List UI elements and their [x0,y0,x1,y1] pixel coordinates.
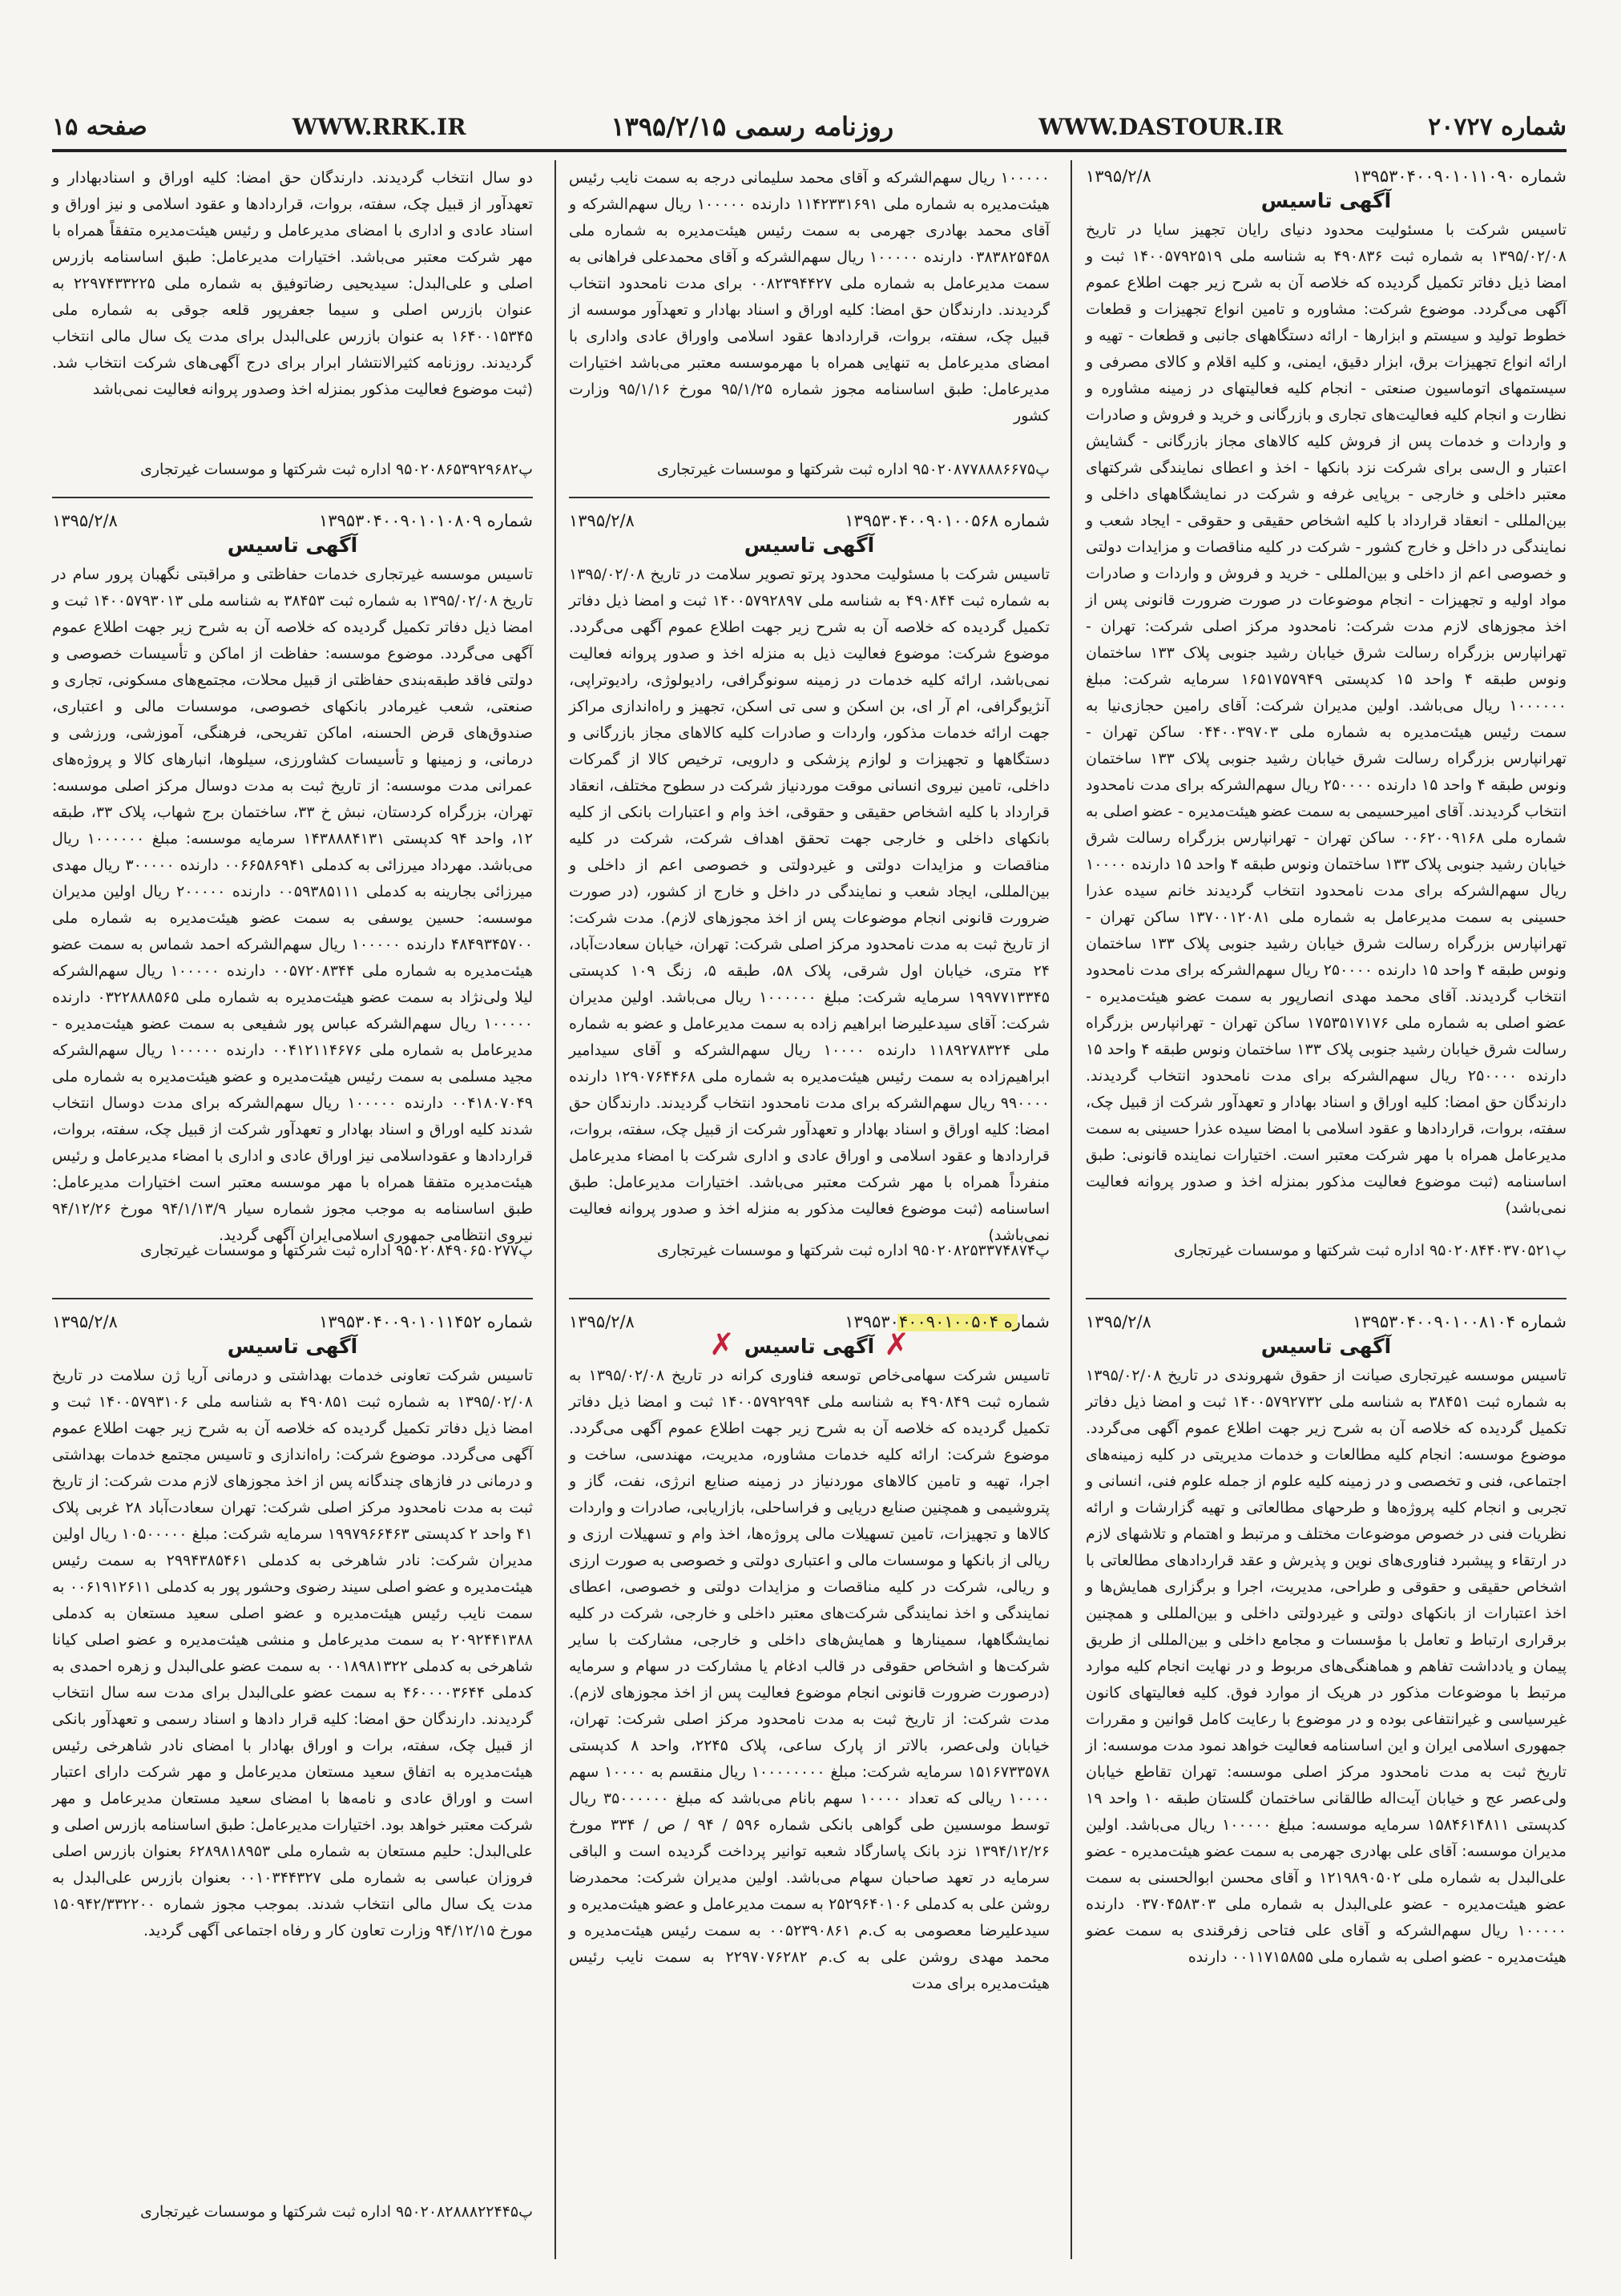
column-middle [569,160,1050,2267]
ad-number: شماره ۱۳۹۵۳۰۴۰۰۹۰۱۰۰۵۶۸ [845,511,1050,530]
ad-negahban [52,505,533,1299]
ad-date: ۱۳۹۵/۲/۸ [569,1312,635,1331]
ad-body: تاسیس شرکت با مسئولیت محدود دنیای رایان تجهیز سایا در تاریخ ۱۳۹۵/۰۲/۰۸ به شماره ثبت ۴۹۰۸۳۶ به شناسه ملی ۱۴۰۰۵۷۹۲۵۱۹ ثبت و امضا ذیل دفاتر تکمیل گردیده که خلاصه آن به شرح زیر جهت اطلاع عموم آگهی می‌گردد. موضوع شرکت: مشاوره و تامین انواع تجهیزات و قطعات خطوط تولید و سیستم و ابزارها - ارائه دستگاههای جانبی و قطعات - تهیه و ارائه انواع تجهیزات برق، ابزار دقیق، ایمنی، و کلیه اقلام و کالای مصرفی و سیستمهای اتوماسیون صنعتی - انجام کلیه فعالیتهای در زمینه مشاوره و نظارت و انجام کلیه فعالیت‌های تجاری و بازرگانی و خرید و فروش و صادرات و واردات و خدمات پس از فروش کلیه کالاهای مجاز بازرگانی - گشایش اعتبار و ال‌سی برای شرکت نزد بانکها - اخذ و اعطای نمایندگی شرکتهای معتبر داخلی و خارجی - برپایی غرفه و شرکت در نمایشگاههای داخلی و بین‌المللی - انعقاد قرارداد با کلیه اشخاص حقیقی و حقوقی - ایجاد شعب و نمایندگی در داخل و خارج کشور - شرکت در کلیه مناقصات و مزایدات دولتی و خصوصی اعم از داخلی و بین‌المللی - خرید و فروش و واردات و صادرات مواد اولیه و تجهیزات - انجام موضوعات در صورت ضرورت قانونی پس از اخذ مجوزهای لازم مدت شرکت: نامحدود مرکز اصلی شرکت: تهران - تهرانپارس بزرگراه رسالت شرق خیابان رشید جنوبی پلاک ۱۳۳ ساختمان ونوس طبقه ۴ واحد ۱۵ کدپستی ۱۶۵۱۷۵۷۹۴۹ سرمایه شرکت: مبلغ ۱۰۰۰۰۰۰ ریال می‌باشد. اولین مدیران شرکت: آقای رامین حجازی‌نیا به سمت رئیس هیئت‌مدیره به شماره ملی ۰۴۴۰۰۳۹۷۰۳ ساکن تهران - تهرانپارس بزرگراه رسالت شرق خیابان رشید جنوبی پلاک ۱۳۳ ساختمان ونوس طبقه ۴ واحد ۱۵ دارنده ۲۵۰۰۰۰ ریال سهم‌الشرکه برای مدت نامحدود انتخاب گردیدند. آقای امیرحسیمی به سمت عضو هیئت‌مدیره - عضو اصلی به شماره ملی ۰۰۶۲۰۰۹۱۶۸ ساکن تهران - تهرانپارس بزرگراه رسالت شرق خیابان رشید جنوبی پلاک ۱۳۳ ساختمان ونوس طبقه ۴ واحد ۱۵ دارنده ۱۰۰۰۰ ریال سهم‌الشرکه برای مدت نامحدود انتخاب گردیدند خانم سیده عذرا حسینی به سمت مدیرعامل به شماره ملی ۱۳۷۰۰۱۲۰۸۱ ساکن تهران - تهرانپارس بزرگراه رسالت شرق خیابان رشید جنوبی پلاک ۱۳۳ ساختمان ونوس طبقه ۴ واحد ۱۵ دارنده ۲۵۰۰۰۰ ریال سهم‌الشرکه برای مدت نامحدود انتخاب گردیدند. آقای محمد مهدی انصارپور به سمت عضو هیئت‌مدیره - عضو اصلی به شماره ملی ۱۷۵۳۵۱۷۱۷۶ ساکن تهران - تهرانپارس بزرگراه رسالت شرق خیابان رشید جنوبی پلاک ۱۳۳ ساختمان ونوس طبقه ۴ واحد ۱۵ دارنده ۲۵۰۰۰۰ ریال سهم‌الشرکه برای مدت نامحدود انتخاب گردیدند. دارندگان حق امضا: کلیه اوراق و اسناد بهادار و تعهدآور شرکت از قبیل چک، سفته، بروات، قراردادها و عقود اسلامی با امضا سیده عذرا حسینی به سمت مدیرعامل همراه با مهر شرکت معتبر است. اختیارات نماینده قانونی: طبق اساسنامه (ثبت موضوع فعالیت مذکور بمنزله اخذ و صدور پروانه فعالیت نمی‌باشد) [1086,221,1567,1217]
ad-aria-zhen [52,1306,533,2267]
ad-body: ۱۰۰۰۰۰ ریال سهم‌الشرکه و آقای محمد سلیمانی درجه به سمت نایب رئیس هیئت‌مدیره به شماره ملی ۱۱۴۲۳۳۱۶۹۱ دارنده ۱۰۰۰۰۰ ریال سهم‌الشرکه و آقای محمد بهادری جهرمی به سمت رئیس هیئت‌مدیره به شماره ملی ۰۳۸۳۸۲۵۴۵۸ دارنده ۱۰۰۰۰۰ ریال سهم‌الشرکه و آقای محمدعلی فراهانی به سمت مدیرعامل به شماره ملی ۰۰۸۲۳۹۴۴۲۷ برای مدت نامحدود انتخاب گردیدند. دارندگان حق امضا: کلیه اوراق و اسناد بهادار و تعهدآور موسسه از قبیل چک، سفته، بروات، قراردادها عقود اسلامی واوراق عادی واداری با امضای مدیرعامل به تنهایی همراه با مهرموسسه معتبر می‌باشد اختیارات مدیرعامل: طبق اساسنامه مجوز شماره ۹۵/۱/۲۵ مورخ ۹۵/۱/۱۶ وزارت کشور [569,169,1050,425]
ad-meta [569,505,1050,532]
columns [52,160,1567,2267]
ad-date: ۱۳۹۵/۲/۸ [1086,167,1151,186]
ad-number: شماره ۱۳۹۵۳۰۴۰۰۹۰۱۰۱۱۴۵۲ [319,1312,533,1331]
ad-meta [569,1306,1050,1333]
ad-continuation-middle [569,160,1050,498]
ad-meta [52,505,533,532]
ad-continuation-left [52,160,533,498]
column-left [52,160,533,2267]
ad-footer: پ۹۵۰۲۰۸۴۴۰۳۷۰۵۲۱ اداره ثبت شرکتها و موسسات غیرتجاری [1173,1242,1567,1259]
ad-title-text: آگهی تاسیس [744,1335,875,1358]
ad-date: ۱۳۹۵/۲/۸ [569,511,635,530]
ad-dunya-rayan [1086,160,1567,1299]
ad-body: تاسیس شرکت سهامی‌خاص توسعه فناوری کرانه در تاریخ ۱۳۹۵/۰۲/۰۸ به شماره ثبت ۴۹۰۸۴۹ به شناسه ملی ۱۴۰۰۵۷۹۲۹۹۴ ثبت و امضا ذیل دفاتر تکمیل گردیده که خلاصه آن به شرح زیر جهت اطلاع عموم آگهی می‌گردد. موضوع شرکت: ارائه کلیه خدمات مشاوره، مدیریت، مهندسی، ساخت و اجرا، تهیه و تامین کالاهای موردنیاز در زمینه صنایع انرژی، نفت، گاز و پتروشیمی و همچنین صنایع دریایی و فراساحلی، بازاریابی، صادرات و واردات کالاها و تجهیزات، تامین تسهیلات مالی پروژه‌ها، اخذ وام و تسهیلات ارزی و ریالی از بانکها و موسسات مالی و اعتباری دولتی و خصوصی به صورت ارزی و ریالی، شرکت در کلیه مناقصات و مزایدات دولتی و خصوصی، اعطای نمایندگی و اخذ نمایندگی شرکت‌های معتبر داخلی و خارجی، شرکت در کلیه نمایشگاهها، سمینارها و همایش‌های داخلی و خارجی، مشارکت با سایر شرکت‌ها و اشخاص حقوقی در قالب ادغام یا مشارکت در سهام و سرمایه (درصورت ضرورت قانونی انجام موضوع فعالیت پس از اخذ مجوزهای لازم). مدت شرکت: از تاریخ ثبت به مدت نامحدود مرکز اصلی شرکت: تهران، خیابان ولی‌عصر، بالاتر از پارک ساعی، پلاک ۲۲۴۵، واحد ۸ کدپستی ۱۵۱۶۷۳۳۵۷۸ سرمایه شرکت: مبلغ ۱۰۰۰۰۰۰۰۰ ریال منقسم به ۱۰۰۰۰ سهم ۱۰۰۰۰ ریالی که تعداد ۱۰۰۰۰ سهم بانام می‌باشد که مبلغ ۳۵۰۰۰۰۰۰ ریال توسط موسسین طی گواهی بانکی شماره ۵۹۶ / ۹۴ / ص / ۳۳۴ مورخ ۱۳۹۴/۱۲/۲۶ نزد بانک پاسارگاد شعبه توانیر پرداخت گردیده است و الباقی سرمایه در تعهد صاحبان سهام می‌باشد. اولین مدیران شرکت: محمدرضا روشن علی به کدملی ۲۵۲۹۶۴۰۱۰۶ به سمت مدیرعامل و عضو هیئت‌مدیره و سیدعلیرضا معصومی به ک.م ۰۰۵۲۳۹۰۸۶۱ به سمت رئیس هیئت‌مدیره و محمد مهدی روشن علی به ک.م ۲۲۹۷۰۷۶۲۸۲ به سمت نایب رئیس هیئت‌مدیره برای مدت [569,1367,1050,1992]
ad-title: آگهی تاسیس [227,534,358,557]
ad-footer: پ۹۵۰۲۰۸۴۹۰۶۵۰۲۷۷ اداره ثبت شرکتها و موسسات غیرتجاری [139,1242,533,1259]
ad-meta [1086,1306,1567,1333]
ad-body: دو سال انتخاب گردیدند. دارندگان حق امضا: کلیه اوراق و اسنادبهادار و تعهدآور از قبیل چک، سفته، بروات، قراردادها و عقود اسلامی و نیز اوراق و اسناد عادی و اداری با امضای مدیرعامل و رئیس هیئت‌مدیره متفقاً همراه با مهر شرکت معتبر می‌باشد. اختیارات مدیرعامل: طبق اساسنامه بازرس اصلی و علی‌البدل: سیدیحیی رضاتوفیق به شماره ملی ۲۲۹۷۴۳۳۲۲۵ به عنوان بازرس اصلی و سیما جعفرپور قلعه جوقی به شماره ملی ۱۶۴۰۰۱۵۳۴۵ به عنوان بازرس علی‌البدل برای مدت یک سال مالی انتخاب گردیدند. روزنامه کثیرالانتشار ابرار برای درج آگهی‌های شرکت انتخاب شد. (ثبت موضوع فعالیت مذکور بمنزله اخذ وصدور پروانه فعالیت نمی‌باشد [52,169,534,398]
ad-number: شماره ۱۳۹۵۳۰۴۰۰۹۰۱۰۰۸۱۰۴ [1353,1312,1567,1331]
column-right [1086,160,1567,2267]
ad-footer: پ۹۵۰۲۰۸۶۵۳۹۲۹۶۸۲ اداره ثبت شرکتها و موسسات غیرتجاری [139,461,533,478]
ad-title: آگهی تاسیس [227,1335,358,1358]
ad-body: تاسیس شرکت با مسئولیت محدود پرتو تصویر سلامت در تاریخ ۱۳۹۵/۰۲/۰۸ به شماره ثبت ۴۹۰۸۴۴ به شناسه ملی ۱۴۰۰۵۷۹۲۸۹۷ ثبت و امضا ذیل دفاتر تکمیل گردیده که خلاصه آن به شرح زیر جهت اطلاع عموم آگهی می‌گردد. موضوع شرکت: موضوع فعالیت ذیل به منزله اخذ و صدور پروانه فعالیت نمی‌باشد، ارائه کلیه خدمات در زمینه سونوگرافی، رادیولوژی، رادیوتراپی، آنژیوگرافی، ام آر ای، بن اسکن و سی تی اسکن، تجهیز و راه‌اندازی مراکز جهت ارائه خدمات مذکور، واردات و صادرات کلیه کالاهای مجاز بازرگانی و دستگاهها و تجهیزات و لوازم پزشکی و دارویی، ترخیص کالا از گمرکات داخلی، تامین نیروی انسانی موقت موردنیاز شرکت در سطوح مختلف، انعقاد قرارداد با کلیه اشخاص حقیقی و حقوقی، اخذ وام و اعتبارات بانکی از کلیه بانکهای داخلی و خارجی جهت تحقق اهداف شرکت، شرکت در کلیه مناقصات و مزایدات دولتی و غیردولتی و خصوصی اعم از داخلی و بین‌المللی، ایجاد شعب و نمایندگی در داخل و خارج از کشور، (در صورت ضرورت قانونی انجام موضوعات پس از اخذ مجوزهای لازم). مدت شرکت: از تاریخ ثبت به مدت نامحدود مرکز اصلی شرکت: تهران، خیابان سعادت‌آباد، ۲۴ متری، خیابان اول شرقی، پلاک ۵۸، طبقه ۵، زنگ ۱۰۹ کدپستی ۱۹۹۷۷۱۳۳۴۵ سرمایه شرکت: مبلغ ۱۰۰۰۰۰۰ ریال می‌باشد. اولین مدیران شرکت: آقای سیدعلیرضا ابراهیم زاده به سمت مدیرعامل و عضو به شماره ملی ۱۱۸۹۲۷۸۳۲۴ دارنده ۱۰۰۰۰ ریال سهم‌الشرکه و آقای سیدامیر ابراهیم‌زاده به سمت رئیس هیئت‌مدیره به شماره ملی ۱۲۹۰۷۶۴۴۶۸ دارنده ۹۹۰۰۰۰ ریال سهم‌الشرکه برای مدت نامحدود انتخاب گردیدند. دارندگان حق امضا: کلیه اوراق و اسناد بهادار و تعهدآور شرکت از قبیل چک، سفته، بروات، قراردادها و عقود اسلامی و اوراق عادی و اداری شرکت با امضاء مدیرعامل منفرداً همراه با مهر شرکت معتبر می‌باشد. اختیارات مدیرعامل: طبق اساسنامه (ثبت موضوع فعالیت مذکور به منزله اخذ و صدور پروانه فعالیت نمی‌باشد) [569,566,1050,1244]
site-right[interactable]: WWW.DASTOUR.IR [1038,113,1284,140]
ad-date: ۱۳۹۵/۲/۸ [1086,1312,1151,1331]
ad-number: شماره ۱۳۹۵۳۰۴۰۰۹۰۱۰۰۵۰۴ [845,1312,1050,1331]
ad-footer: پ۹۵۰۲۰۸۲۸۸۸۲۲۴۴۵ اداره ثبت شرکتها و موسسات غیرتجاری [139,2203,533,2221]
handwritten-x-mark: ✗ [709,1327,735,1362]
page-number: صفحه ۱۵ [52,112,147,141]
page-header [52,104,1567,152]
ad-date: ۱۳۹۵/۲/۸ [52,511,118,530]
ad-meta [52,1306,533,1333]
newspaper-title: روزنامه رسمی ۱۳۹۵/۲/۱۵ [611,111,894,142]
ad-meta [1086,160,1567,187]
ad-footer: پ۹۵۰۲۰۸۷۷۸۸۸۶۶۷۵ اداره ثبت شرکتها و موسسات غیرتجاری [656,461,1050,478]
ad-body: تاسیس موسسه غیرتجاری صیانت از حقوق شهروندی در تاریخ ۱۳۹۵/۰۲/۰۸ به شماره ثبت ۳۸۴۵۱ به شناسه ملی ۱۴۰۰۵۷۹۲۷۳۲ ثبت و امضا ذیل دفاتر تکمیل گردیده که خلاصه آن به شرح زیر جهت اطلاع عموم آگهی می‌گردد. موضوع موسسه: انجام کلیه مطالعات و خدمات مدیریتی در کلیه زمینه‌های اجتماعی، فنی و تخصصی و در زمینه کلیه علوم از جمله علوم فنی، انسانی و تجربی و انجام کلیه پروژه‌ها و طرحهای مطالعاتی و تهیه گزارشات و ارائه نظریات فنی در خصوص موضوعات مختلف و مرتبط و اهتمام و تلاشهای لازم در ارتقاء و پیشبرد فناوری‌های نوین و پذیرش و عقد قراردادهای مطالعاتی با اشخاص حقیقی و حقوقی و طراحی، مدیریت، اجرا و برگزاری همایش‌ها و اخذ اعتبارات از بانکهای دولتی و غیردولتی داخلی و بین‌المللی و همچنین برقراری ارتباط و تعامل با مؤسسات و مجامع داخلی و بین‌المللی از طریق پیمان و یادداشت تفاهم و هماهنگی‌های مربوط و در نهایت انجام کلیه موارد مرتبط با موضوعات مذکور در هریک از موارد فوق. کلیه فعالیتهای کانون غیرسیاسی و غیرانتفاعی بوده و در موضوع با رعایت کامل قوانین و مقررات جمهوری اسلامی ایران و این اساسنامه فعالیت خواهد نمود مدت موسسه: از تاریخ ثبت به مدت نامحدود مرکز اصلی موسسه: تهران تقاطع خیابان ولی‌عصر عج و خیابان آیت‌اله طالقانی ساختمان گلستان طبقه ۱۰ واحد ۱۹ کدپستی ۱۵۸۴۶۱۴۸۱۱ سرمایه موسسه: مبلغ ۱۰۰۰۰۰ ریال می‌باشد. اولین مدیران موسسه: آقای علی بهادری جهرمی به سمت عضو هیئت‌مدیره - عضو علی‌البدل به شماره ملی ۱۲۱۹۸۹۰۵۰۲ و آقای محسن ابوالحسنی به سمت عضو هیئت‌مدیره - عضو علی‌البدل به شماره ملی ۰۳۷۰۴۵۸۳۰۳ دارنده ۱۰۰۰۰۰ ریال سهم‌الشرکه و آقای علی فتاحی زفرقندی به سمت عضو هیئت‌مدیره - عضو اصلی به شماره ملی ۰۰۱۱۷۱۵۸۵۵ دارنده [1086,1367,1567,1966]
ad-body: تاسیس موسسه غیرتجاری خدمات حفاظتی و مراقبتی نگهبان پرور سام در تاریخ ۱۳۹۵/۰۲/۰۸ به شماره ثبت ۳۸۴۵۳ به شناسه ملی ۱۴۰۰۵۷۹۳۰۱۳ ثبت و امضا ذیل دفاتر تکمیل گردیده که خلاصه آن به شرح زیر جهت اطلاع عموم آگهی می‌گردد. موضوع موسسه: حفاظت از اماکن و تأسیسات خصوصی و دولتی فاقد طبقه‌بندی حفاظتی از قبیل محلات، مجتمع‌های مسکونی، تجاری و صنعتی، شعب غیرمادر بانکهای خصوصی، موسسات مالی و اعتباری، صندوق‌های قرض الحسنه، اماکن تفریحی، فرهنگی، آموزشی، ورزشی و درمانی، و زمینها و تأسیسات کشاورزی، سیلوها، انبارهای کالا و پروژه‌های عمرانی مدت موسسه: از تاریخ ثبت به مدت دوسال مرکز اصلی موسسه: تهران، بزرگراه کردستان، نبش خ ۳۳، ساختمان برج شهاب، پلاک ۳۳، طبقه ۱۲، واحد ۹۴ کدپستی ۱۴۳۸۸۸۴۱۳۱ سرمایه موسسه: مبلغ ۱۰۰۰۰۰۰ ریال می‌باشد. مهرداد میرزائی به کدملی ۰۰۶۶۵۸۶۹۴۱ دارنده ۳۰۰۰۰۰ ریال مهدی میرزائی بجارینه به کدملی ۰۰۵۹۳۸۵۱۱۱ دارنده ۲۰۰۰۰۰ ریال اولین مدیران موسسه: حسین یوسفی به سمت عضو هیئت‌مدیره به شماره ملی ۴۸۴۹۳۴۵۷۰۰ دارنده ۱۰۰۰۰۰ ریال سهم‌الشرکه احمد شماس به سمت عضو هیئت‌مدیره به شماره ملی ۰۰۵۷۲۰۸۳۴۴ دارنده ۱۰۰۰۰۰ ریال سهم‌الشرکه لیلا ولی‌نژاد به سمت عضو هیئت‌مدیره به شماره ملی ۰۳۲۲۸۸۸۵۶۵ دارنده ۱۰۰۰۰۰ ریال سهم‌الشرکه عباس پور شفیعی به سمت عضو هیئت‌مدیره - مدیرعامل به شماره ملی ۰۰۴۱۲۱۱۴۶۷۶ دارنده ۱۰۰۰۰۰ ریال سهم‌الشرکه مجید مسلمی به سمت رئیس هیئت‌مدیره و عضو هیئت‌مدیره به شماره ملی ۰۰۴۱۸۰۷۰۴۹ دارنده ۱۰۰۰۰۰ ریال سهم‌الشرکه برای مدت دوسال انتخاب شدند کلیه اوراق و اسناد بهادار و تعهدآور شرکت از قبیل چک، سفته، بروات، قراردادها و عقوداسلامی نیز اوراق عادی و اداری با امضاء مدیرعامل و رئیس هیئت‌مدیره متفقا همراه با مهر موسسه معتبر است اختیارات مدیرعامل: طبق اساسنامه به موجب مجوز شماره سیار ۹۴/۱/۱۳/۹ مورخ ۹۴/۱۲/۲۶ نیروی انتظامی جمهوری اسلامی‌ایران آگهی گردید. [52,566,534,1244]
ad-title: آگهی تاسیس [1260,189,1392,212]
ad-parto-tasvir [569,505,1050,1299]
ad-footer: پ۹۵۰۲۰۸۲۵۳۳۷۴۸۷۴ اداره ثبت شرکتها و موسسات غیرتجاری [656,1242,1050,1259]
issue-number: شماره ۲۰۷۲۷ [1428,112,1567,141]
ad-karaneh [569,1306,1050,2267]
ad-title [569,1327,1050,1362]
ad-title: آگهی تاسیس [1260,1335,1392,1358]
ad-body: تاسیس شرکت تعاونی خدمات بهداشتی و درمانی آریا ژن سلامت در تاریخ ۱۳۹۵/۰۲/۰۸ به شماره ثبت ۴۹۰۸۵۱ به شناسه ملی ۱۴۰۰۵۷۹۳۱۰۶ ثبت و امضا ذیل دفاتر تکمیل گردیده که خلاصه آن به شرح زیر جهت اطلاع عموم آگهی می‌گردد. موضوع شرکت: راه‌اندازی و تاسیس مجتمع خدمات بهداشتی و درمانی در فازهای چندگانه پس از اخذ مجوزهای لازم مدت شرکت: از تاریخ ثبت به مدت نامحدود مرکز اصلی شرکت: تهران سعادت‌آباد ۲۸ غربی پلاک ۴۱ واحد ۲ کدپستی ۱۹۹۷۹۶۶۴۶۳ سرمایه شرکت: مبلغ ۱۰۵۰۰۰۰۰ ریال اولین مدیران شرکت: نادر شاهرخی به کدملی ۲۹۹۴۳۸۵۴۶۱ به سمت رئیس هیئت‌مدیره و عضو اصلی سیند رضوی وحشور پور به کدملی ۰۰۶۱۹۱۲۶۱۱ به سمت نایب رئیس هیئت‌مدیره و عضو اصلی سعید مستعان به کدملی ۲۰۹۲۴۴۱۳۸۸ به سمت مدیرعامل و منشی هیئت‌مدیره و عضو اصلی کیانا شاهرخی به کدملی ۰۰۱۸۹۸۱۳۲۲ به سمت عضو علی‌البدل و زهره احمدی به کدملی ۴۶۰۰۰۰۳۶۴۴ به سمت عضو علی‌البدل برای مدت سه سال انتخاب گردیدند. دارندگان حق امضا: کلیه قرار دادها و اسناد رسمی و تعهدآور بانکی از قبیل چک، سفته، برات و اوراق بهادار با امضای نادر شاهرخی رئیس هیئت‌مدیره به اتفاق سعید مستعان مدیرعامل و مهر شرکت دارای اعتبار است و اوراق عادی و نامه‌ها با امضای سعید مستعان مدیرعامل و مهر شرکت معتبر خواهد بود. اختیارات مدیرعامل: طبق اساسنامه بازرس اصلی و علی‌البدل: حلیم مستعان به شماره ملی ۶۲۸۹۸۱۸۹۵۳ بعنوان بازرس اصلی فروزان عباسی به شماره ملی ۰۰۱۰۳۴۴۳۲۷ بعنوان بازرس علی‌البدل به مدت یک سال مالی انتخاب شدند. بموجب مجوز شماره ۱۵۰۹۴۲/۳۳۲۲۰۰ مورخ ۹۴/۱۲/۱۵ وزارت تعاون کار و رفاه اجتماعی آگهی گردید. [52,1367,534,1940]
ad-title: آگهی تاسیس [744,534,875,557]
ad-siyanat [1086,1306,1567,2267]
site-left[interactable]: WWW.RRK.IR [292,113,466,140]
ad-number: شماره ۱۳۹۵۳۰۴۰۰۹۰۱۰۱۱۰۹۰ [1353,167,1567,186]
ad-date: ۱۳۹۵/۲/۸ [52,1312,118,1331]
handwritten-x-mark: ✗ [884,1327,909,1362]
ad-number: شماره ۱۳۹۵۳۰۴۰۰۹۰۱۰۱۰۸۰۹ [319,511,533,530]
